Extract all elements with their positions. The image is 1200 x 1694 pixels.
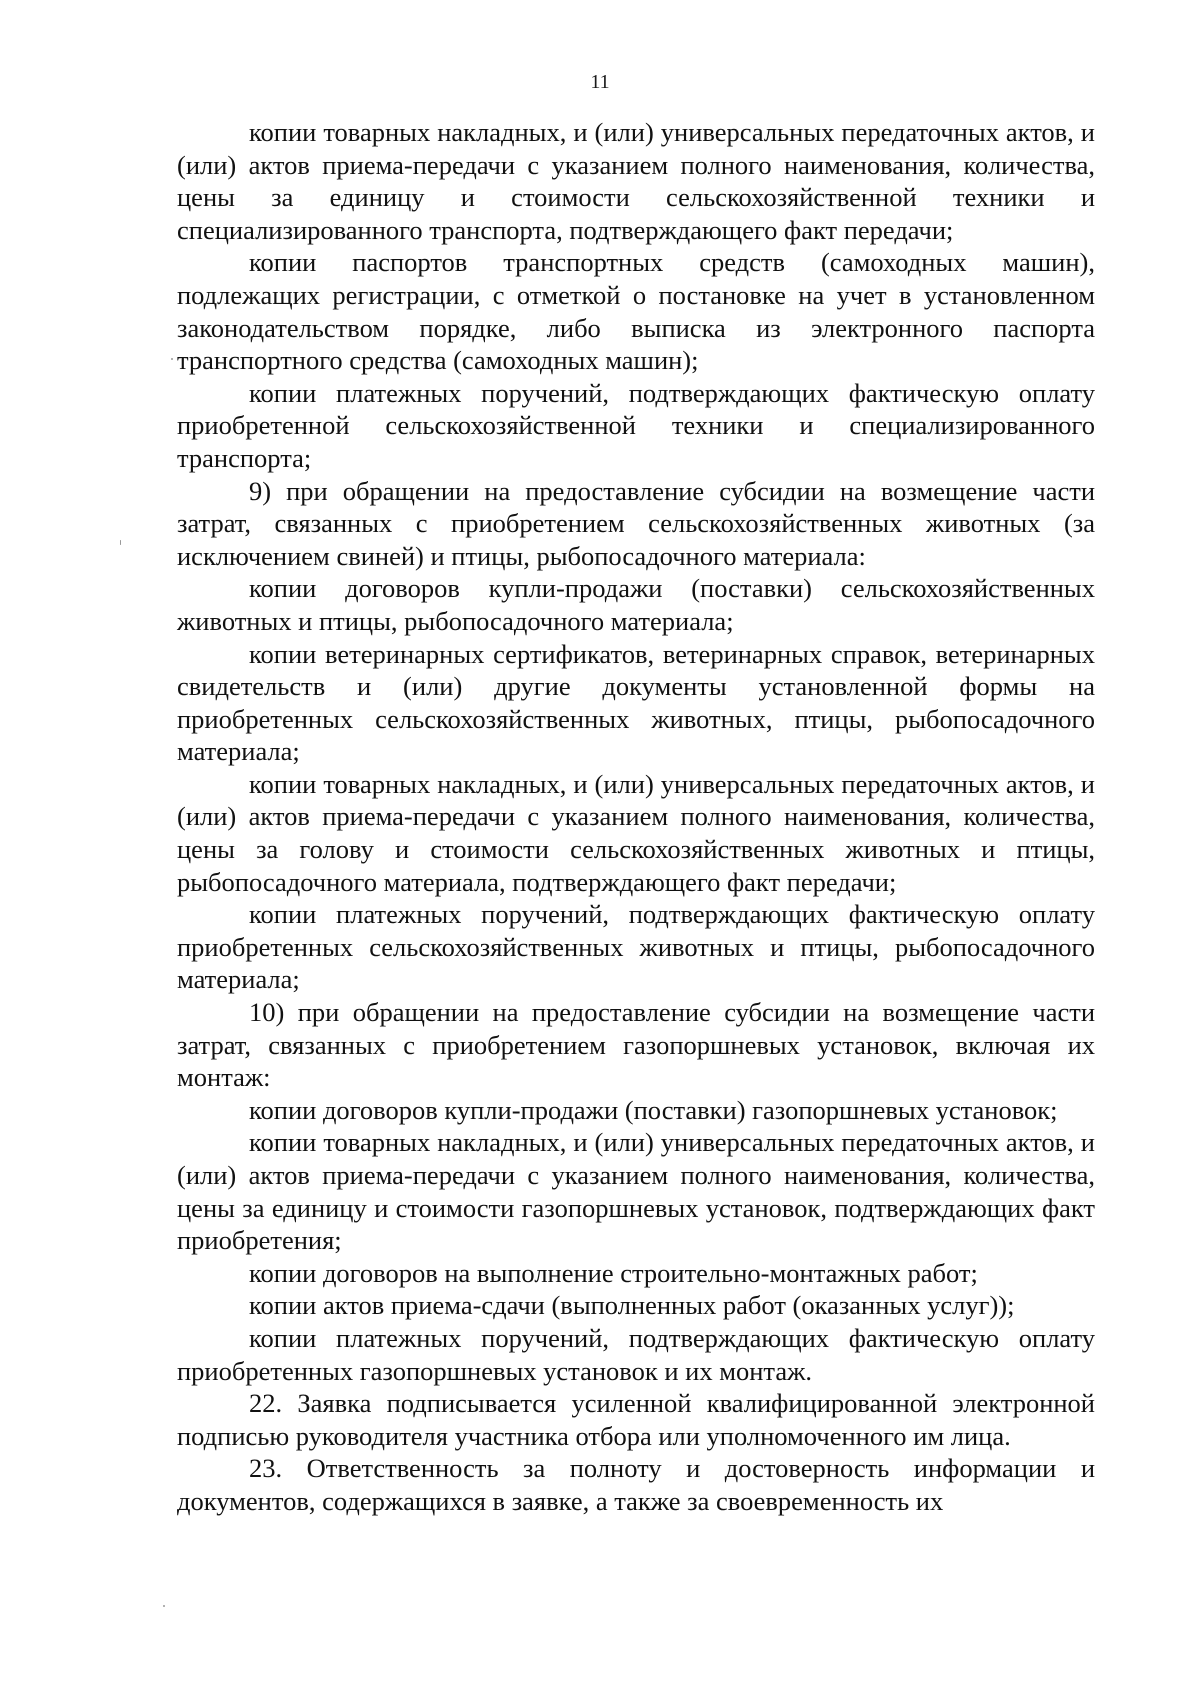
- paragraph-acceptance-acts: копии актов приема-сдачи (выполненных работ (оказанных услуг));: [249, 1290, 1015, 1321]
- scan-speck: [120, 540, 121, 545]
- paragraph-item-9-header: 9) при обращении на предоставление субсидии на возмещение части затрат, связанных с приобретением сельскохозяйственных животных (за исключением свиней) и птицы, рыбопосадочного материала:: [177, 475, 1095, 571]
- page-number: 11: [590, 71, 610, 93]
- paragraph-sale-contracts-gas-units: копии договоров купли-продажи (поставки) газопоршневых установок;: [249, 1094, 1058, 1125]
- paragraph-invoices-machinery: копии товарных накладных, и (или) универсальных передаточных актов, и (или) актов приема-передачи с указанием полного наименования, количества, цены за единицу и стоимости сельскохозяйственной техники и специализированного транспорта, подтверждающего факт передачи;: [177, 117, 1095, 245]
- paragraph-item-10-header: 10) при обращении на предоставление субсидии на возмещение части затрат, связанных с приобретением газопоршневых установок, включая их монтаж:: [177, 997, 1095, 1093]
- paragraph-invoices-animals: копии товарных накладных, и (или) универсальных передаточных актов, и (или) актов приема-передачи с указанием полного наименования, количества, цены за голову и стоимости сельскохозяйственных животных и птицы, рыбопосадочного материала, подтверждающего факт передачи;: [177, 768, 1095, 897]
- document-body: [177, 116, 1095, 1518]
- paragraph-sale-contracts-animals: копии договоров купли-продажи (поставки) сельскохозяйственных животных и птицы, рыбопосадочного материала;: [177, 573, 1095, 636]
- paragraph-vehicle-passports: копии паспортов транспортных средств (самоходных машин), подлежащих регистрации, с отметкой о постановке на учет в установленном законодательством порядке, либо выписка из электронного паспорта транспортного средства (самоходных машин);: [177, 247, 1095, 376]
- scan-speck: [171, 358, 173, 360]
- paragraph-payment-orders-animals: копии платежных поручений, подтверждающих фактическую оплату приобретенных сельскохозяйственных животных и птицы, рыбопосадочного материала;: [177, 899, 1095, 995]
- paragraph-clause-23: 23. Ответственность за полноту и достоверность информации и документов, содержащихся в заявке, а также за своевременность их: [177, 1453, 1095, 1516]
- paragraph-payment-orders-gas-units: копии платежных поручений, подтверждающих фактическую оплату приобретенных газопоршневых установок и их монтаж.: [177, 1322, 1095, 1386]
- paragraph-veterinary-certificates: копии ветеринарных сертификатов, ветеринарных справок, ветеринарных свидетельств и (или) другие документы установленной формы на приобретенных сельскохозяйственных животных, птицы, рыбопосадочного материала;: [177, 638, 1095, 767]
- scan-speck: [163, 1605, 165, 1607]
- paragraph-invoices-gas-units: копии товарных накладных, и (или) универсальных передаточных актов, и (или) актов приема-передачи с указанием полного наименования, количества, цены за единицу и стоимости газопоршневых установок, подтверждающих факт приобретения;: [177, 1127, 1095, 1256]
- paragraph-payment-orders-machinery: копии платежных поручений, подтверждающих фактическую оплату приобретенной сельскохозяйственной техники и специализированного транспорта;: [177, 377, 1095, 473]
- paragraph-clause-22: 22. Заявка подписывается усиленной квалифицированной электронной подписью руководителя участника отбора или уполномоченного им лица.: [177, 1388, 1095, 1451]
- paragraph-construction-contracts: копии договоров на выполнение строительно-монтажных работ;: [249, 1257, 978, 1288]
